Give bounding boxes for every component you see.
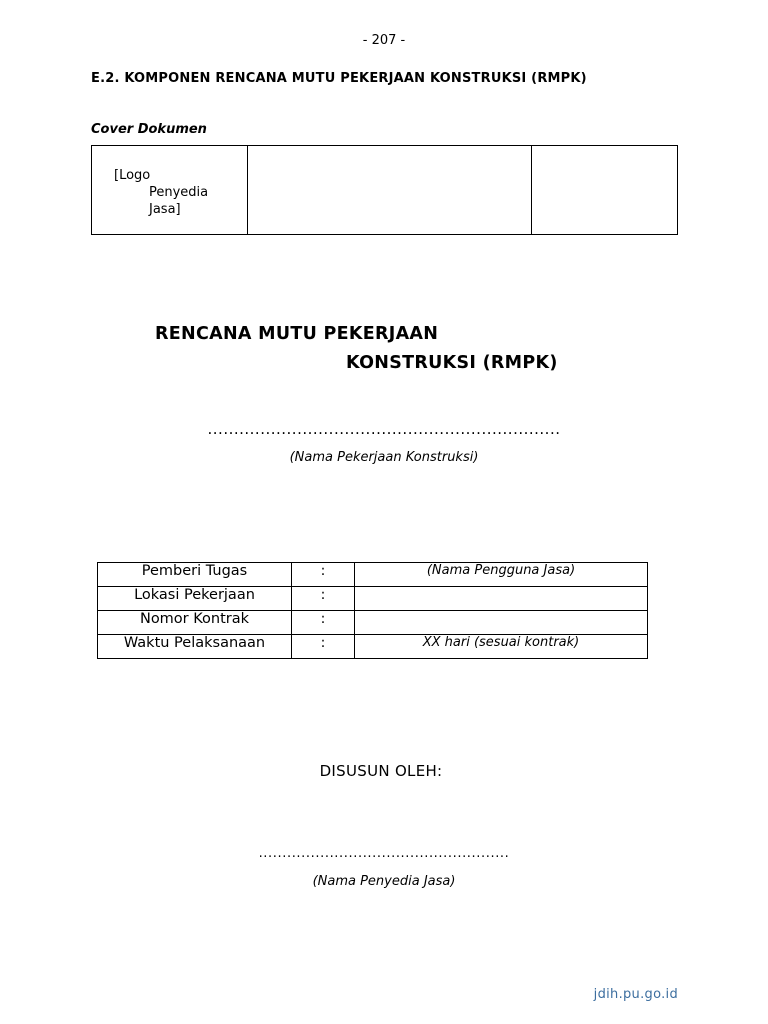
logo-placeholder-line: [Logo [114, 168, 151, 183]
logo-placeholder-line: Penyedia [149, 185, 209, 200]
provider-name-caption: (Nama Penyedia Jasa) [312, 874, 456, 889]
page-number: - 207 - [362, 33, 406, 48]
info-value: XX hari (sesuai kontrak) [355, 635, 648, 659]
prepared-by-label: DISUSUN OLEH: [319, 762, 443, 780]
logo-cell [92, 146, 248, 234]
table-row [98, 611, 648, 635]
table-row [98, 587, 648, 611]
info-value [355, 611, 648, 635]
logo-placeholder-line: Jasa] [149, 202, 181, 217]
cover-label: Cover Dokumen [91, 122, 207, 137]
info-colon: : [292, 611, 355, 635]
info-label: Nomor Kontrak [98, 611, 292, 635]
info-label: Waktu Pelaksanaan [98, 635, 292, 659]
info-colon: : [292, 587, 355, 611]
document-title-line-1: RENCANA MUTU PEKERJAAN [155, 324, 439, 344]
provider-name-dots: ..................................................... [258, 846, 510, 861]
info-colon: : [292, 635, 355, 659]
work-name-caption: (Nama Pekerjaan Konstruksi) [289, 450, 479, 465]
info-value [355, 587, 648, 611]
work-name-dots: ................................................................... [207, 420, 561, 438]
info-colon: : [292, 563, 355, 587]
cover-header-table [91, 145, 678, 235]
header-right-cell [532, 146, 677, 234]
table-row [98, 635, 648, 659]
document-title-line-2: KONSTRUKSI (RMPK) [346, 353, 558, 373]
info-label: Lokasi Pekerjaan [98, 587, 292, 611]
project-info-table [97, 562, 648, 659]
header-middle-cell [248, 146, 532, 234]
table-row [98, 563, 648, 587]
info-value: (Nama Pengguna Jasa) [355, 563, 648, 587]
section-heading: E.2. KOMPONEN RENCANA MUTU PEKERJAAN KONSTRUKSI (RMPK) [91, 71, 587, 86]
info-label: Pemberi Tugas [98, 563, 292, 587]
footer-link[interactable]: jdih.pu.go.id [593, 987, 678, 1002]
